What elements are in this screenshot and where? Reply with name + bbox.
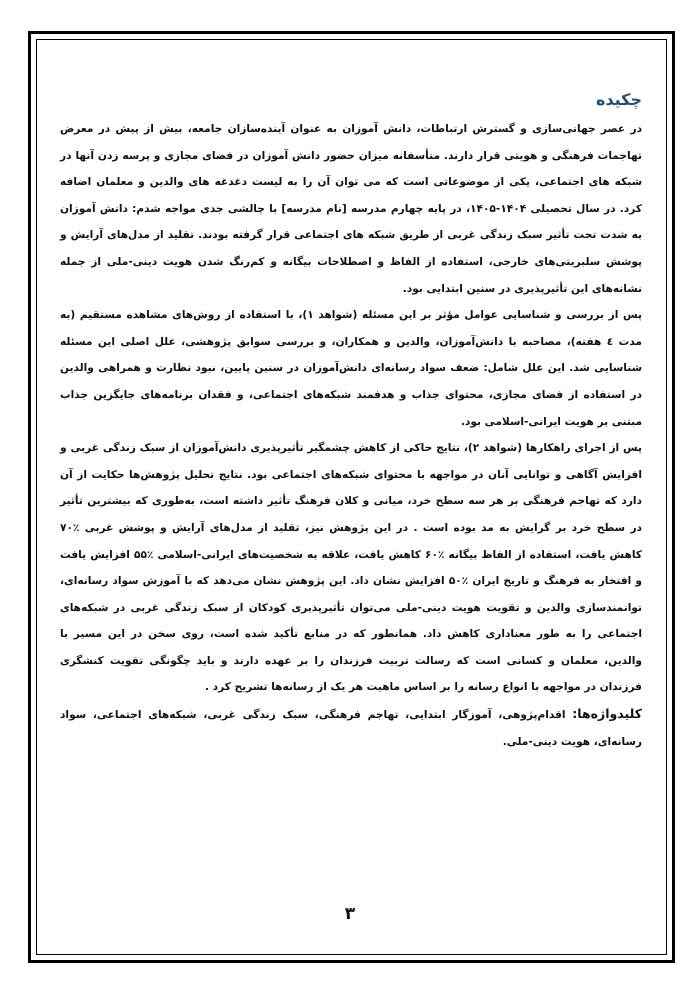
keywords-text: اقدام‌پژوهی، آموزگار ابتدایی، تهاجم فرهنگی، سبک زندگی غربی، شبکه‌های اجتماعی، سواد رسانه‌ای، هویت دینی-ملی. xyxy=(60,709,642,748)
keywords-line xyxy=(60,701,642,755)
keywords-label: کلیدواژه‌ها: xyxy=(572,706,642,722)
abstract-paragraph-2: پس از بررسی و شناسایی عوامل مؤثر بر این مسئله (شواهد ۱)، با استفاده از روش‌های مشاهده مستقیم (به مدت ٤ هفته)، مصاحبه با دانش‌آموزان، والدین و همکاران، و بررسی سوابق پژوهشی، علل اصلی این مسئله شناسایی شد. این علل شامل: ضعف سواد رسانه‌ای دانش‌آموزان در سنین پایین، نبود نظارت و همراهی والدین در استفاده از فضای مجازی، محتوای جذاب و هدفمند شبکه‌های اجتماعی، و فقدان برنامه‌های جایگزین جذاب مبتنی بر هویت ایرانی-اسلامی بود. xyxy=(60,309,642,428)
abstract-heading: چکیده xyxy=(595,90,642,109)
abstract-paragraph-3: پس از اجرای راهکارها (شواهد ۲)، نتایج حاکی از کاهش چشمگیر تأثیرپذیری دانش‌آموزان از سبک زندگی غربی و افزایش آگاهی و توانایی آنان در مواجهه با محتوای شبکه‌های اجتماعی بود. نتایج تحلیل پژوهش‌ها حکایت از آن دارد که تهاجم فرهنگی بر هر سه سطح خرد، میانی و کلان فرهنگ تأثیر داشته است، به‌طوری که بیشترین تأثیر در سطح خرد بر گرایش به مد بوده است . در این پژوهش نیز، تقلید از مدل‌های آرایش و پوشش غربی ٪۷۰ کاهش یافت، استفاده از الفاظ بیگانه ٪۶۰ کاهش یافت، علاقه به شخصیت‌های ایرانی-اسلامی ٪۵۵ افزایش یافت و افتخار به فرهنگ و تاریخ ایران ٪۵۰ افزایش نشان داد. این پژوهش نشان می‌دهد که با آموزش سواد رسانه‌ای، توانمندسازی والدین و تقویت هویت دینی-ملی می‌توان تأثیرپذیری کودکان از سبک زندگی غربی در شبکه‌های اجتماعی را به طور معناداری کاهش داد. همانطور که در منابع تأکید شده است، روی سخن در این مسیر با والدین، معلمان و کسانی است که رسالت تربیت فرزندان را بر عهده دارند و باید چگونگی تقویت کنشگری فرزندان در مواجهه با انواع رسانه را بر اساس ماهیت هر یک از رسانه‌ها تشریح کرد . xyxy=(60,442,643,694)
abstract-paragraph-1: در عصر جهانی‌سازی و گسترش ارتباطات، دانش آموزان به عنوان آینده‌سازان جامعه، بیش از پیش در معرض تهاجمات فرهنگی و هویتی قرار دارند. متأسفانه میزان حضور دانش آموزان در فضای مجازی و پرسه زدن آنها در شبکه های اجتماعی، یکی از موضوعاتی است که می توان آن را به لیست دغدغه های والدین و معلمان اضافه کرد. در سال تحصیلی ۱۴۰۴-۱۴۰۵، در پایه چهارم مدرسه [نام مدرسه] با چالشی جدی مواجه شدم: دانش آموزان به شدت تحت تأثیر سبک زندگی غربی از طریق شبکه های اجتماعی قرار گرفته بودند. تقلید از مدل‌های آرایش و پوشش سلبریتی‌های خارجی، استفاده از الفاظ و اصطلاحات بیگانه و کم‌رنگ شدن هویت دینی-ملی از جمله نشانه‌های این تأثیرپذیری در سنین ابتدایی بود. xyxy=(60,123,642,295)
abstract-section xyxy=(60,88,642,755)
page-number: ۳ xyxy=(344,904,356,924)
